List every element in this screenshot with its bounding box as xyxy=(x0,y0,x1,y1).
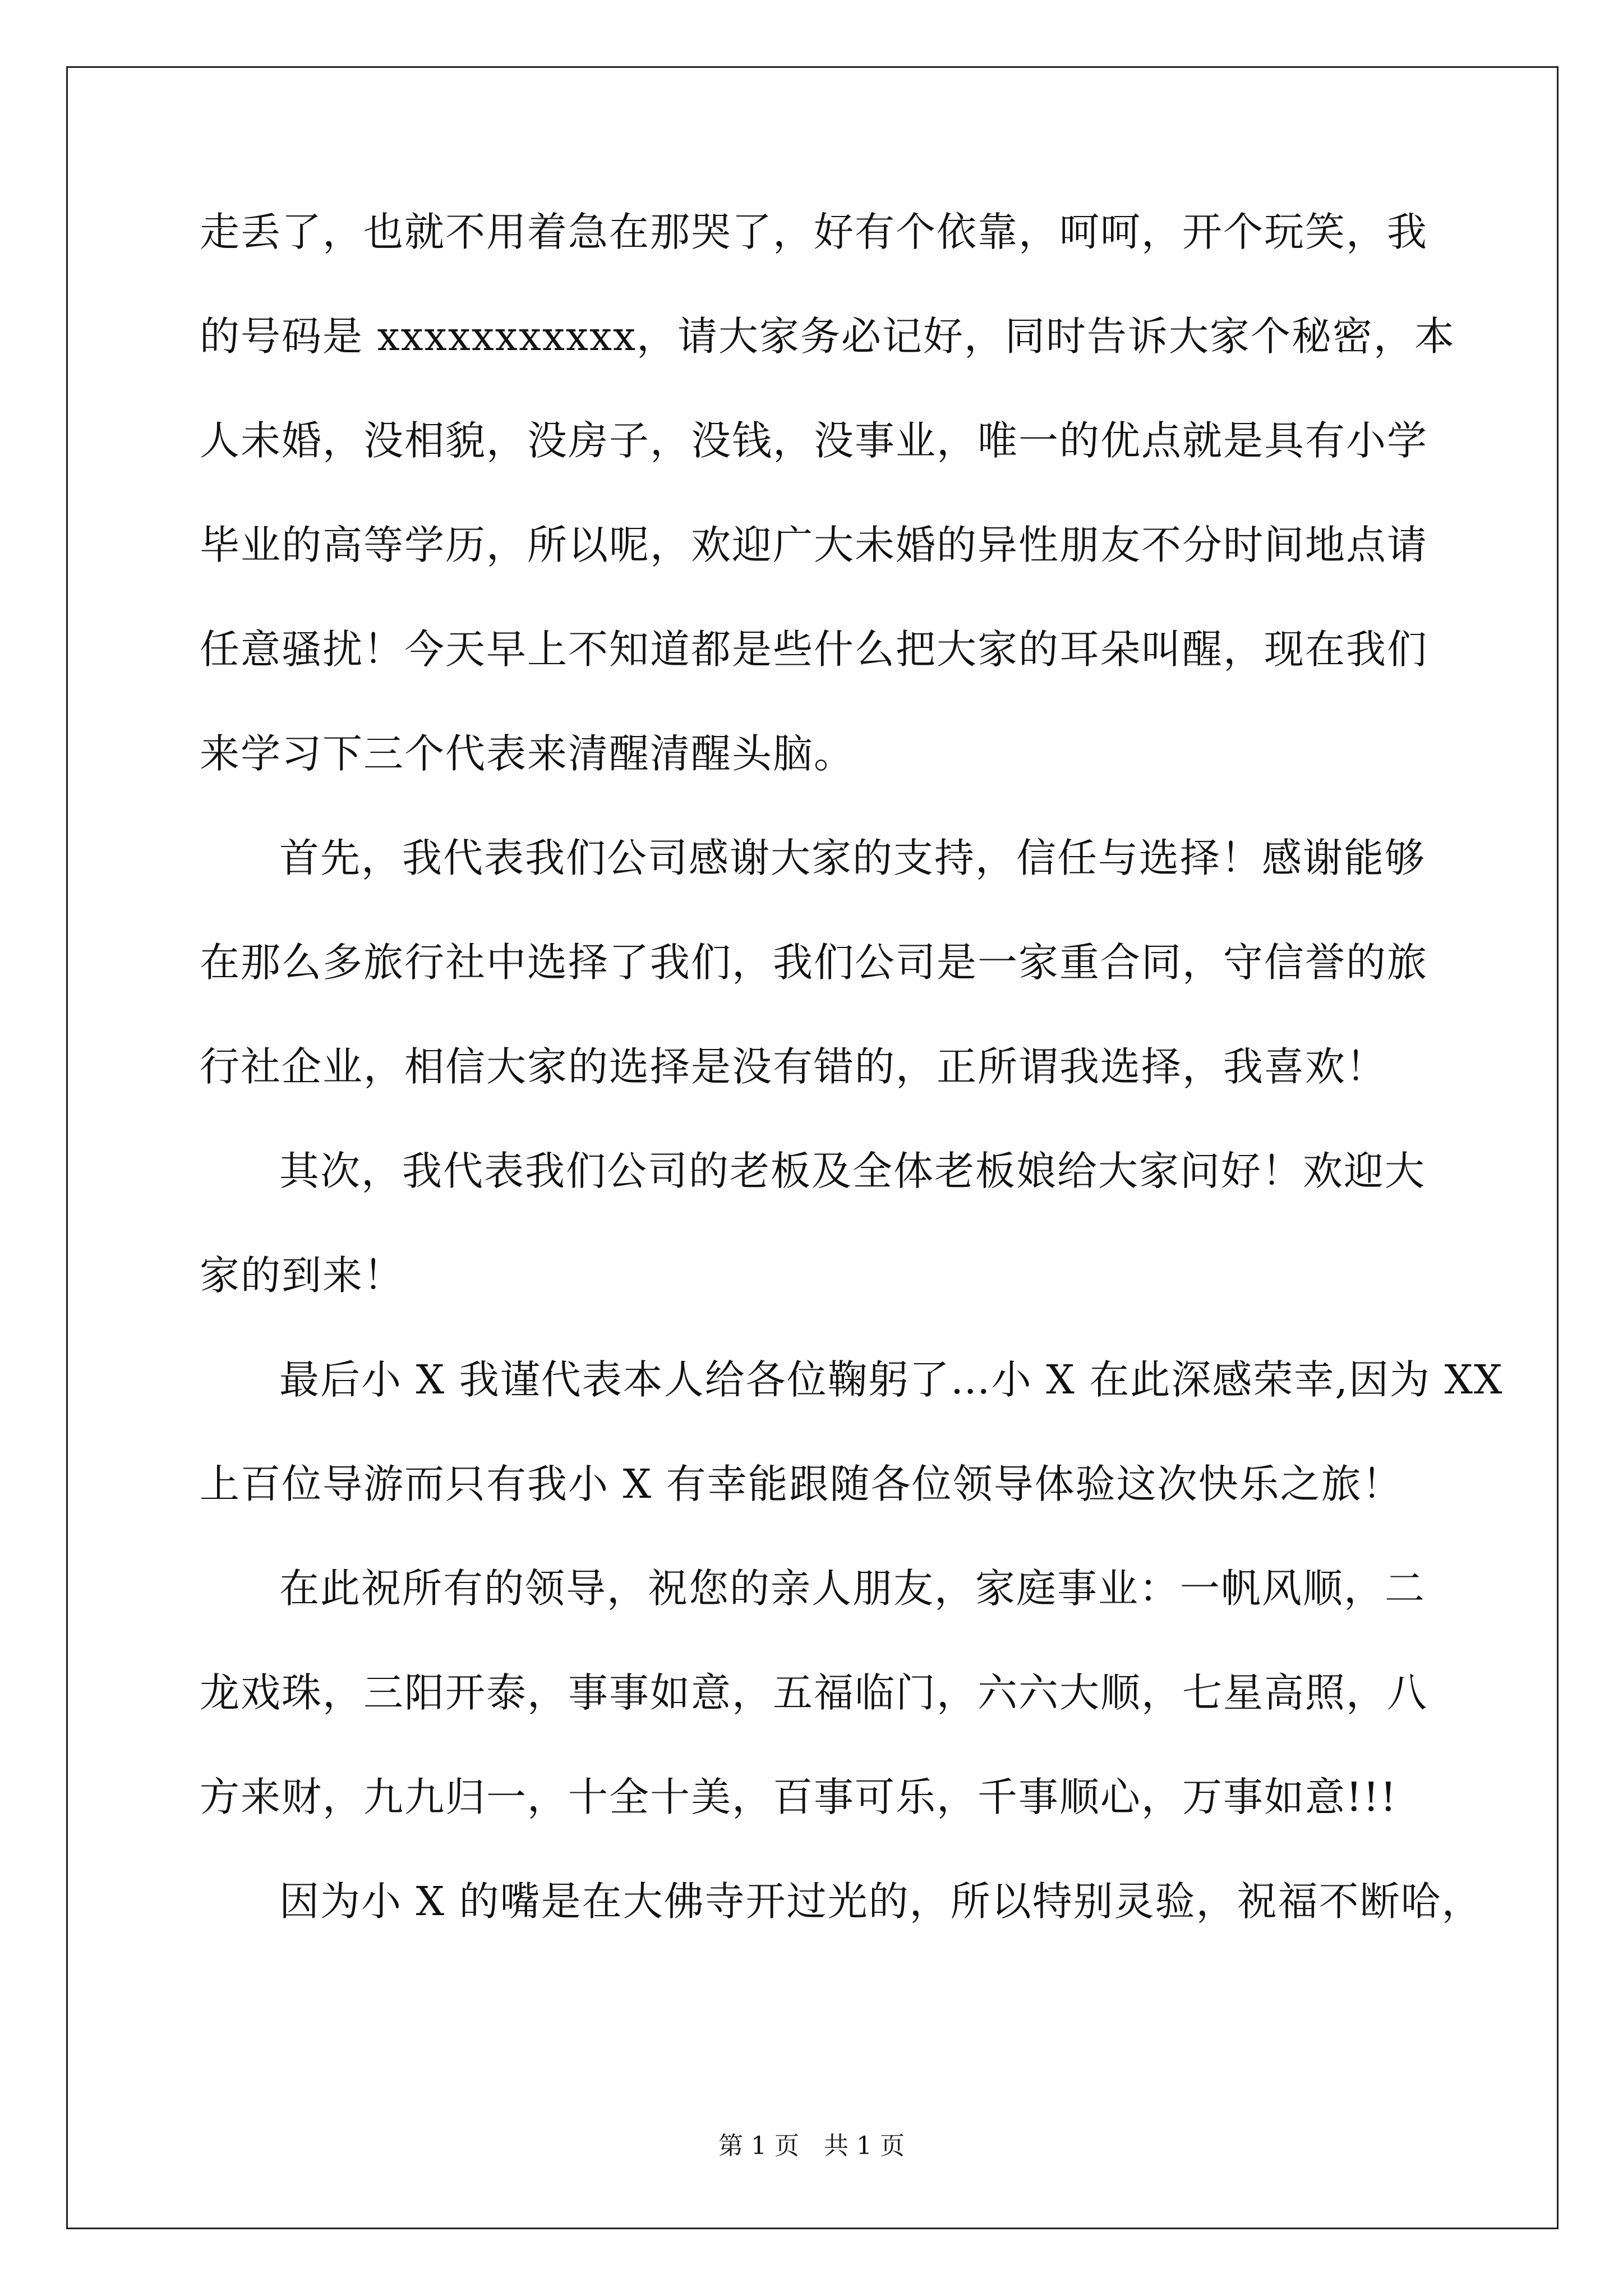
page-number-footer: 第 1 页 共 1 页 xyxy=(718,2132,905,2160)
text-line: 人未婚，没相貌，没房子，没钱，没事业，唯一的优点就是具有小学 xyxy=(200,417,1428,464)
text-line: 任意骚扰！今天早上不知道都是些什么把大家的耳朵叫醒，现在我们 xyxy=(200,626,1428,673)
text-line: 来学习下三个代表来清醒清醒头脑。 xyxy=(200,730,855,777)
text-line: 毕业的高等学历，所以呢，欢迎广大未婚的异性朋友不分时间地点请 xyxy=(200,522,1428,568)
text-line: 的号码是 xxxxxxxxxxx，请大家务必记好，同时告诉大家个秘密，本 xyxy=(200,313,1456,360)
paragraph-first-line: 最后小 X 我谨代表本人给各位鞠躬了…小 X 在此深感荣幸,因为 XX xyxy=(279,1356,1504,1403)
text-line: 龙戏珠，三阳开泰，事事如意，五福临门，六六大顺，七星高照，八 xyxy=(200,1669,1428,1716)
paragraph-first-line: 首先，我代表我们公司感谢大家的支持，信任与选择！感谢能够 xyxy=(279,835,1426,881)
text-line: 方来财，九九归一，十全十美，百事可乐，千事顺心，万事如意!!! xyxy=(200,1774,1398,1820)
text-line: 家的到来！ xyxy=(200,1252,405,1299)
text-line: 在那么多旅行社中选择了我们，我们公司是一家重合同，守信誉的旅 xyxy=(200,939,1428,986)
paragraph-first-line: 因为小 X 的嘴是在大佛寺开过光的，所以特别灵验，祝福不断哈， xyxy=(279,1878,1483,1925)
paragraph-first-line: 在此祝所有的领导，祝您的亲人朋友，家庭事业：一帆风顺，二 xyxy=(279,1565,1426,1612)
text-line: 走丢了，也就不用着急在那哭了，好有个依靠，呵呵，开个玩笑，我 xyxy=(200,209,1428,255)
paragraph-first-line: 其次，我代表我们公司的老板及全体老板娘给大家问好！欢迎大 xyxy=(279,1148,1426,1194)
text-line: 上百位导游而只有我小 X 有幸能跟随各位领导体验这次快乐之旅！ xyxy=(200,1461,1403,1507)
text-line: 行社企业，相信大家的选择是没有错的，正所谓我选择，我喜欢！ xyxy=(200,1043,1387,1090)
